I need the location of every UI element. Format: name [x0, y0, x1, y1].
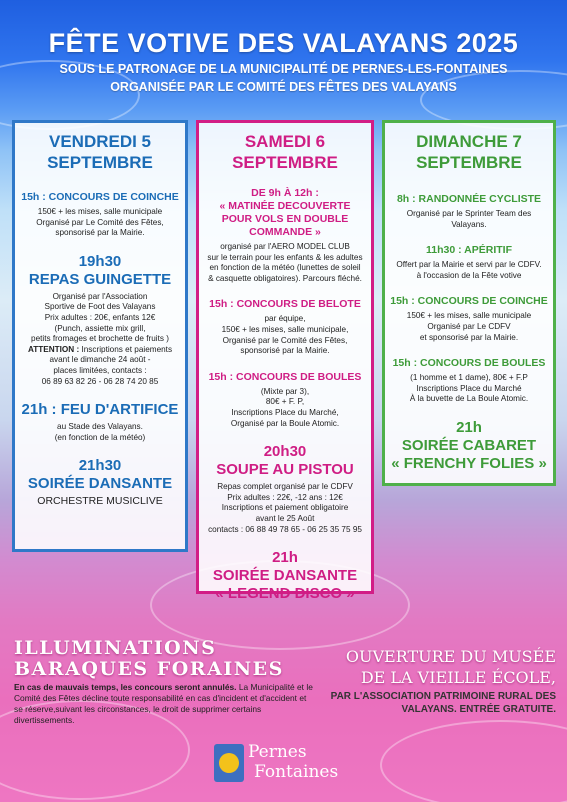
event-title: SOIRÉE DANSANTE — [27, 475, 173, 493]
event-time: DE 9h À 12h : — [251, 187, 319, 199]
coat-of-arms-icon — [214, 744, 244, 782]
event-time: 20h30 — [263, 443, 307, 461]
event-title: 11h30 : APÉRITIF — [426, 244, 512, 257]
event-text: Repas complet organisé par le CDFV Prix adultes : 22€, -12 ans : 12€ Inscriptions et paiement obligatoire avant le 25 Août contacts : 06 88 49 78 65 - 06 25 35 75 95 — [208, 482, 362, 534]
day-title — [390, 131, 548, 173]
event-title: 15h : CONCOURS DE BOULES — [208, 370, 362, 383]
event-title: REPAS GUINGETTE — [28, 270, 172, 288]
event-title: 15h : CONCOURS DE BOULES — [392, 357, 546, 370]
museum-title: OUVERTURE DU MUSÉE — [345, 647, 556, 666]
museum-block — [330, 646, 556, 716]
saturday-column — [196, 120, 374, 603]
day-name: DIMANCHE 7 — [416, 132, 522, 151]
sun-icon — [219, 753, 239, 773]
attention-label: ATTENTION : — [27, 344, 80, 354]
sunday-column — [382, 120, 556, 486]
event-text: au Stade des Valayans. (en fonction de la météo) — [54, 422, 146, 442]
event-title: SOUPE AU PISTOU — [216, 461, 354, 479]
museum-subtitle: PAR L'ASSOCIATION PATRIMOINE RURAL DES VALAYANS. ENTRÉE GRATUITE. — [330, 691, 556, 715]
month-name: SEPTEMBRE — [47, 153, 153, 172]
event-title: 21h : FEU D'ARTIFICE — [21, 401, 179, 419]
event-text: (Mixte par 3), 80€ + F. P, Inscriptions Place du Marché, Organisé par la Boule Atomic. — [230, 386, 340, 428]
event-subtitle: « FRENCHY FOLIES » — [391, 454, 547, 472]
page-title: FÊTE VOTIVE DES VALAYANS 2025 — [48, 28, 519, 58]
event-title: 15h : CONCOURS DE COINCHE — [21, 191, 179, 203]
weather-bold: En cas de mauvais temps, les concours seront annulés. — [14, 682, 237, 692]
organizer-line: ORGANISÉE PAR LE COMITÉ DES FÊTES DES VALAYANS — [110, 80, 457, 94]
weather-text: La Municipalité et le Comité des Fêtes décline toute responsabilité en cas d'incident et d'accident et se réserve,suivant les circonstances, le droit de supprimer certains divertissements. — [14, 682, 313, 725]
illuminations-block — [14, 638, 314, 726]
header — [0, 0, 567, 110]
event-title: 15h : CONCOURS DE COINCHE — [390, 295, 548, 308]
event-text: Offert par la Mairie et servi par le CDFV. à l'occasion de la Fête votive — [396, 260, 542, 280]
event-text: Organisé par le Sprinter Team des Valayans. — [406, 209, 532, 229]
patronage-line: SOUS LE PATRONAGE DE LA MUNICIPALITÉ DE PERNES-LES-FONTAINES — [59, 62, 508, 76]
event-title: SOIRÉE CABARET — [401, 436, 537, 454]
day-title — [204, 131, 366, 173]
event-time: 21h — [272, 549, 298, 567]
event-title: 8h : RANDONNÉE CYCLISTE — [396, 193, 542, 205]
event-title: 15h : CONCOURS DE BELOTE — [209, 298, 361, 311]
illuminations-title: ILLUMINATIONS — [14, 637, 217, 659]
month-name: SEPTEMBRE — [232, 153, 338, 172]
logo-text-fontaines: Fontaines — [254, 762, 339, 782]
friday-column — [12, 120, 188, 552]
event-text: 150€ + les mises, salle municipale Organisé par Le Comité des Fêtes, sponsorisé par la Mairie. — [36, 207, 164, 238]
event-text: 150€ + les mises, salle municipale Organisé par Le CDFV et sponsorisé par la Mairie. — [406, 311, 532, 342]
day-title — [20, 131, 180, 173]
attention-text: Inscriptions et paiements avant le dimanche 24 août - places limitées, contacts : 06 89 63 82 26 - 06 28 74 20 85 — [41, 344, 173, 386]
fairground-title: BARAQUES FORAINES — [14, 658, 284, 680]
pernes-logo — [214, 742, 364, 786]
day-name: VENDREDI 5 — [48, 132, 152, 151]
event-time: 21h30 — [78, 457, 122, 475]
event-text: Organisé par l'Association Sportive de Foot des Valayans Prix adultes : 20€, enfants 12€ (Punch, assiette mix grill, petits fromages et brochette de fruits ) — [31, 291, 169, 344]
weather-notice — [14, 682, 314, 726]
month-name: SEPTEMBRE — [416, 153, 522, 172]
day-name: SAMEDI 6 — [244, 132, 326, 151]
museum-title-line2: DE LA VIEILLE ÉCOLE, — [360, 668, 556, 687]
event-text: ORCHESTRE MUSICLIVE — [37, 495, 163, 508]
event-time: 19h30 — [78, 252, 122, 270]
event-text: (1 homme et 1 dame), 80€ + F.P Inscriptions Place du Marché À la buvette de La Boule Atomic. — [409, 373, 529, 404]
decor-swirl — [380, 720, 567, 802]
event-title: « MATINÉE DECOUVERTE POUR VOLS EN DOUBLE COMMANDE » — [219, 200, 351, 238]
event-text: organisé par l'AERO MODEL CLUB sur le terrain pour les enfants & les adultes en fonction de la météo (lunettes de soleil & casquette obligatoires). Parcours fléché. — [207, 242, 363, 283]
event-text: par équipe, 150€ + les mises, salle municipale, Organisé par le Comité des Fêtes, sponsorisé par la Mairie. — [221, 314, 349, 356]
event-time: 21h — [456, 418, 482, 436]
logo-text-pernes: Pernes — [248, 742, 307, 762]
event-subtitle: « LEGEND DISCO » — [215, 585, 355, 603]
event-text — [20, 345, 180, 387]
event-title: SOIRÉE DANSANTE — [212, 567, 358, 585]
